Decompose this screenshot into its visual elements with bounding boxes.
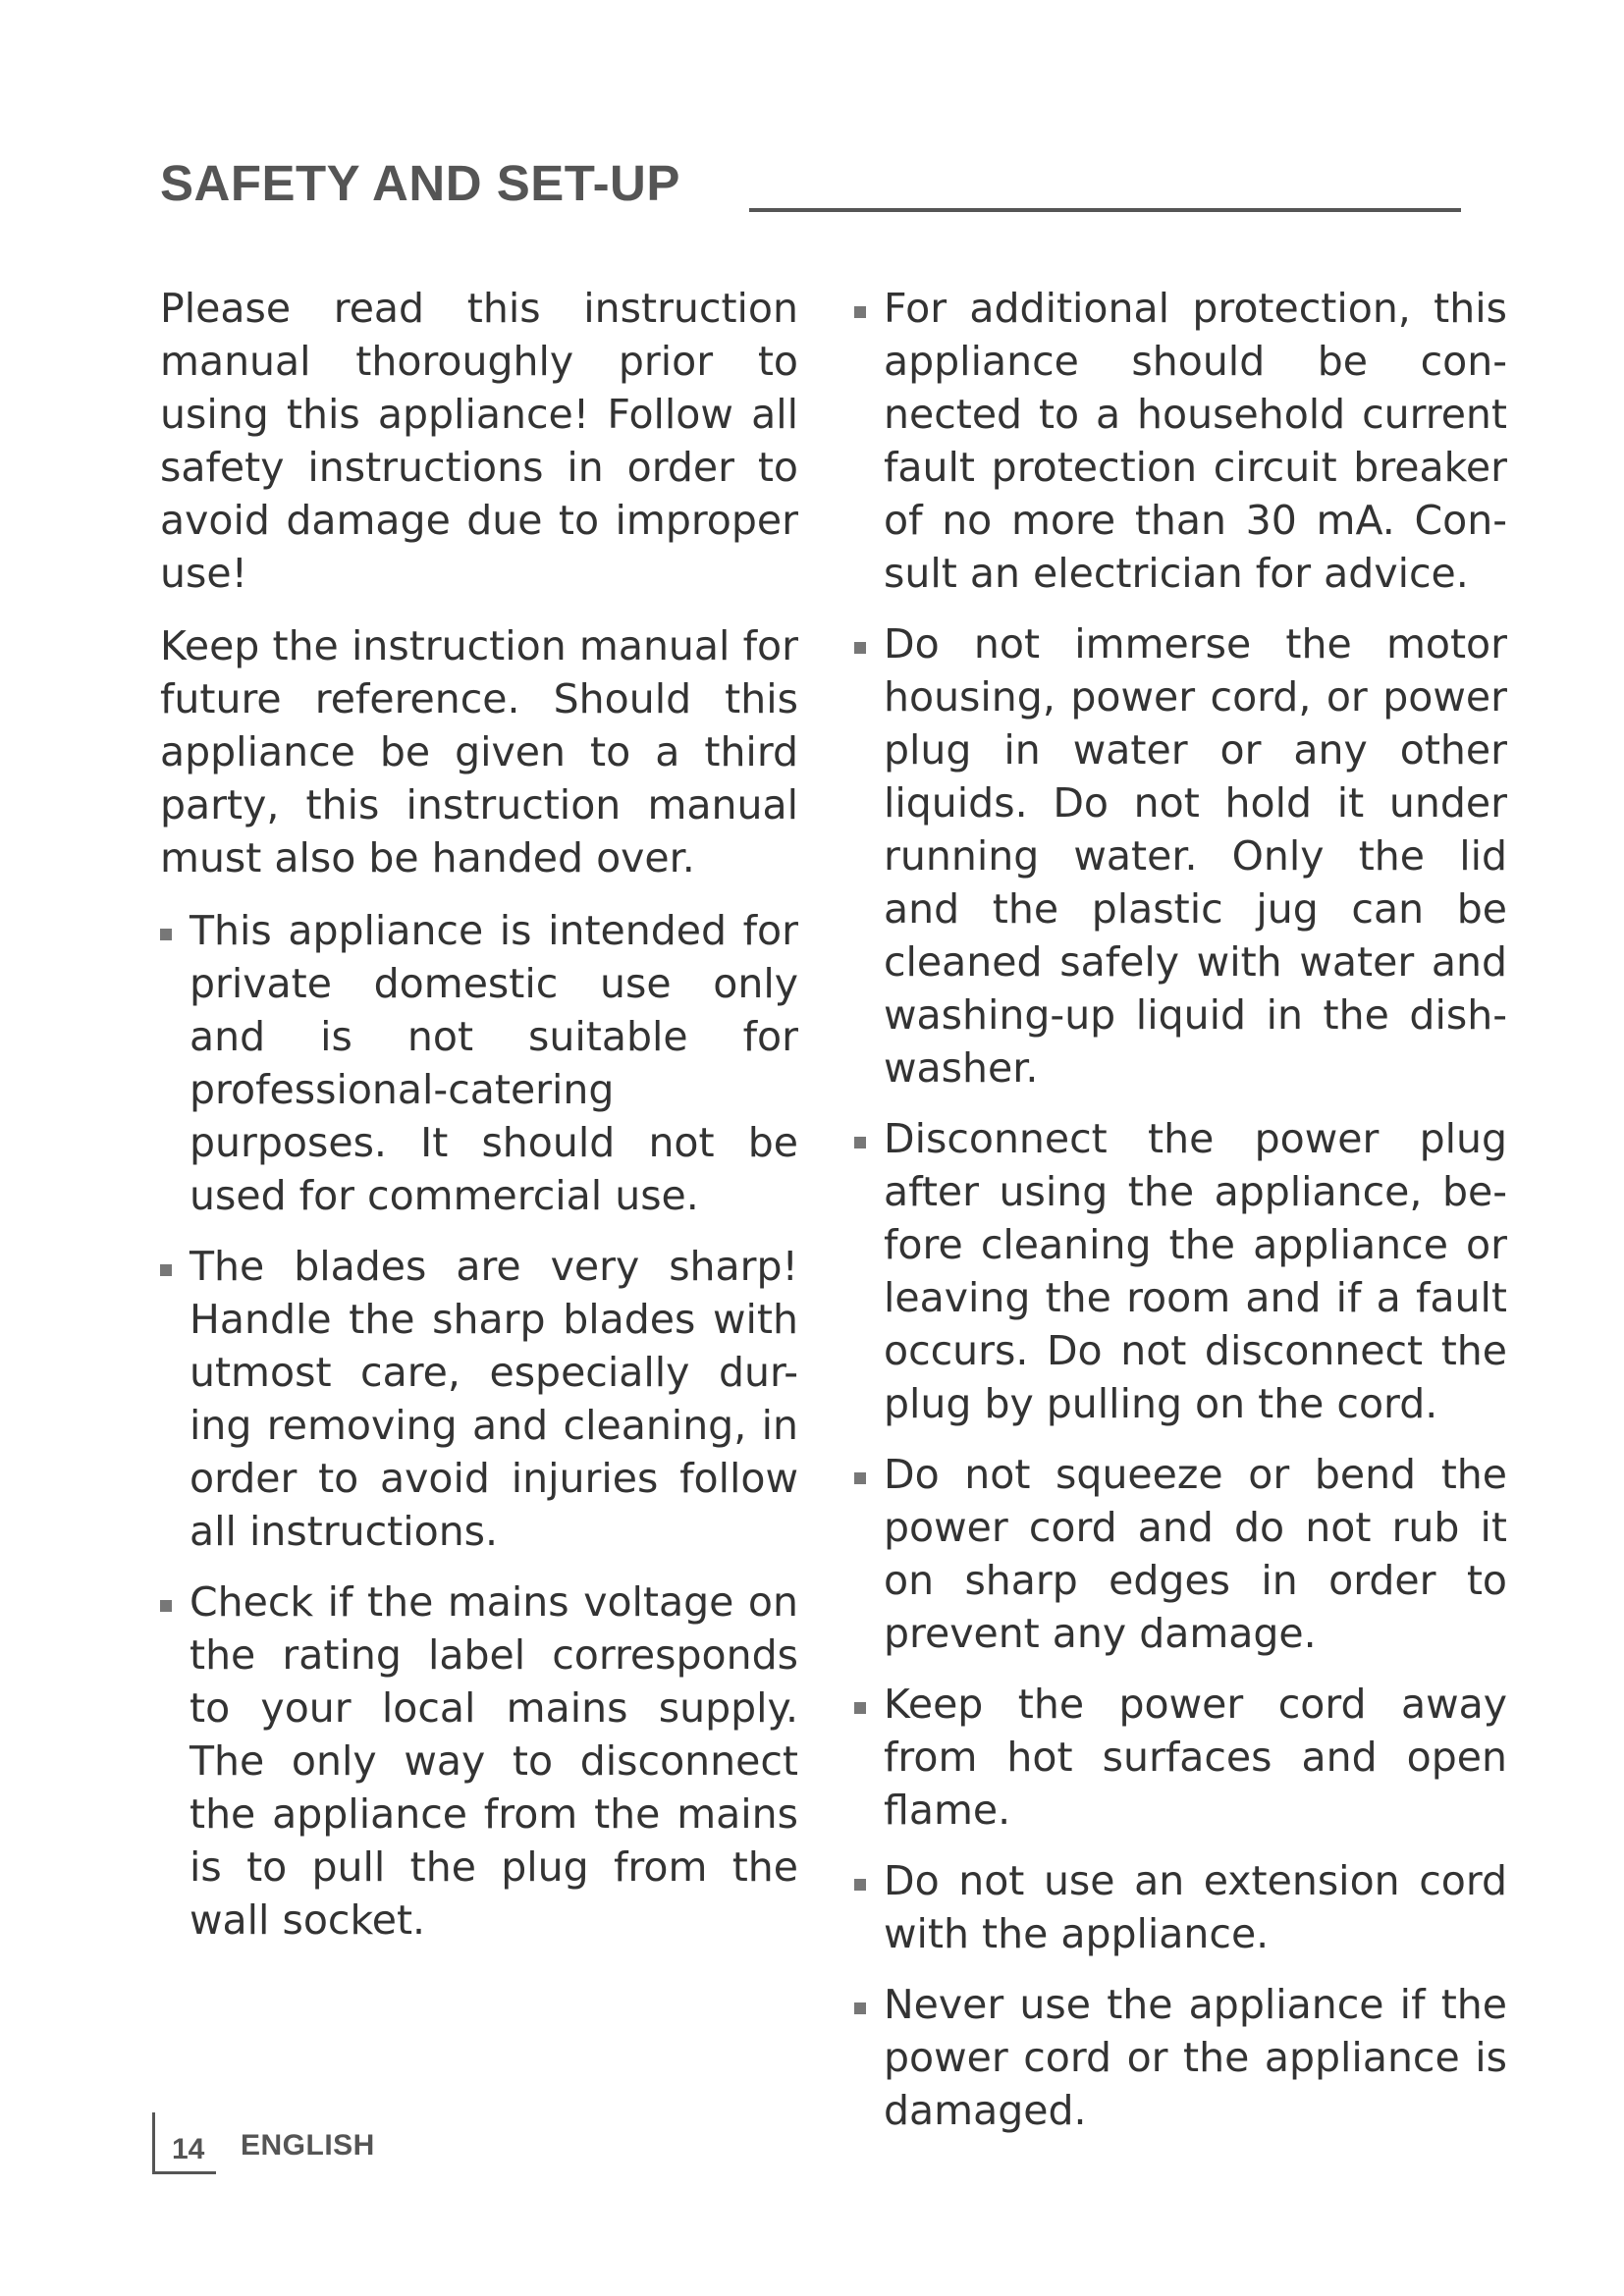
page-footer <box>152 2112 545 2179</box>
square-bullet-icon <box>160 1600 172 1612</box>
square-bullet-icon <box>854 1879 866 1891</box>
list-item <box>854 1854 1507 1960</box>
section-title: SAFETY AND SET-UP <box>160 155 680 211</box>
square-bullet-icon <box>854 642 866 654</box>
page-number: 14 <box>172 2133 205 2165</box>
header-rule <box>749 208 1461 212</box>
section-header <box>160 149 1461 218</box>
left-bullet-list <box>160 904 798 1947</box>
list-item <box>854 1678 1507 1837</box>
square-bullet-icon <box>160 1264 172 1276</box>
list-item <box>854 1112 1507 1430</box>
square-bullet-icon <box>854 306 866 318</box>
square-bullet-icon <box>854 1137 866 1148</box>
list-item-text: Check if the mains voltage on the rating label corresponds to your local mains supply. The only way to disconnect the appliance from the mains is to pull the plug from the wall socket. <box>189 1578 798 1944</box>
list-item-text: Do not use an extension cord with the appliance. <box>884 1857 1507 1957</box>
list-item-text: This appliance is intended for private domestic use only and is not suitable for professional-catering purposes. It should not be used for commercial use. <box>189 907 798 1219</box>
list-item-text: Disconnect the power plug after using the appliance, be-fore cleaning the appliance or leaving the room and if a fault occurs. Do not disconnect the plug by pulling on the cord. <box>884 1115 1507 1427</box>
intro-paragraph: Please read this instruction manual thoroughly prior to using this appliance! Follow all safety instructions in order to avoid damage due to improper use! <box>160 285 798 597</box>
square-bullet-icon <box>854 1472 866 1484</box>
list-item-text: Never use the appliance if the power cord or the appliance is damaged. <box>884 1981 1507 2134</box>
list-item <box>160 904 798 1222</box>
list-item <box>160 1575 798 1947</box>
list-item <box>854 617 1507 1095</box>
right-column <box>854 282 1507 2155</box>
list-item <box>160 1240 798 1558</box>
right-bullet-list <box>854 282 1507 2137</box>
left-column <box>160 282 798 1964</box>
list-item <box>854 1448 1507 1660</box>
list-item <box>854 282 1507 600</box>
square-bullet-icon <box>854 1702 866 1714</box>
list-item <box>854 1978 1507 2137</box>
footer-language: ENGLISH <box>241 2129 375 2162</box>
square-bullet-icon <box>160 929 172 940</box>
list-item-text: Do not squeeze or bend the power cord and do not rub it on sharp edges in order to prevent any damage. <box>884 1451 1507 1657</box>
intro-paragraph: Keep the instruction manual for future reference. Should this appliance be given to a third party, this instruction manual must also be handed over. <box>160 622 798 881</box>
list-item-text: The blades are very sharp! Handle the sharp blades with utmost care, especially dur-ing removing and cleaning, in order to avoid injuries follow all instructions. <box>189 1243 798 1555</box>
list-item-text: Do not immerse the motor housing, power cord, or power plug in water or any other liquids. Do not hold it under running water. Only the lid and the plastic jug can be cleaned safely with water and washing-up liquid in the dish-washer. <box>884 620 1507 1092</box>
list-item-text: Keep the power cord away from hot surfaces and open flame. <box>884 1681 1507 1834</box>
square-bullet-icon <box>854 2002 866 2014</box>
list-item-text: For additional protection, this appliance should be con-nected to a household current fault protection circuit breaker of no more than 30 mA. Con-sult an electrician for advice. <box>884 285 1507 597</box>
